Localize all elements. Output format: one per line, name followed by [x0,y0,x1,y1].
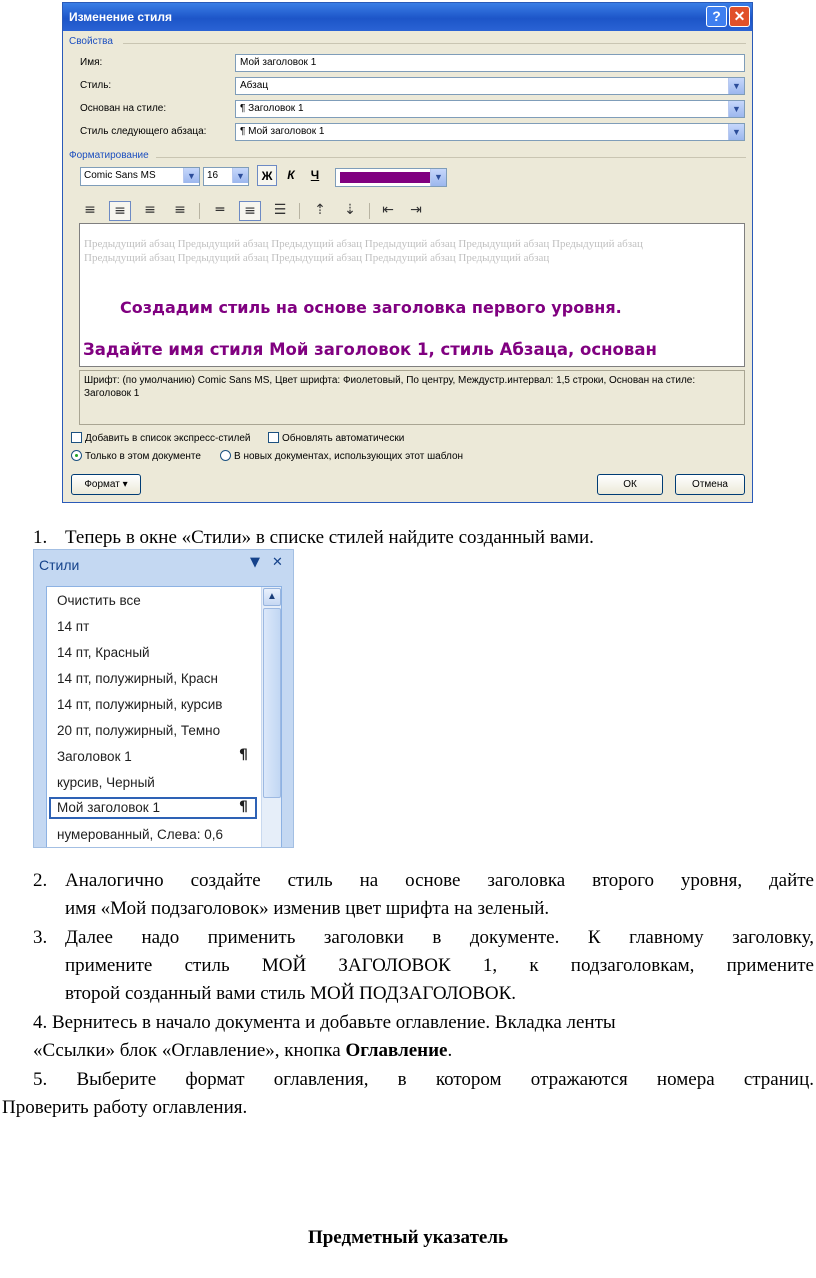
style-preview [79,223,745,367]
step-3-text: Далее надо применить заголовки в документе. К главному заголовку, [65,927,814,948]
pane-menu-icon[interactable]: ▼ [250,555,260,570]
style-description: Шрифт: (по умолчанию) Comic Sans MS, Цвет шрифта: Фиолетовый, По центру, Междустр.интервал: 1,5 строки, Основан на стиле: Заголовок 1 [79,370,745,425]
paragraph-icon: ¶ [239,799,248,815]
dialog-title-bar [63,3,752,31]
formatting-divider [156,157,746,158]
step-4-text: «Ссылки» блок «Оглавление», кнопка [33,1040,346,1061]
style-name-input[interactable] [235,54,745,72]
step-5-line-1: 5. Выберите формат оглавления, в котором отражаются номера страниц. [33,1069,814,1090]
step-2-line-1 [33,867,814,895]
space-after-icon[interactable]: ⇣ [344,202,356,218]
close-button[interactable]: ✕ [729,6,750,27]
style-item[interactable]: 14 пт, Красный [57,645,150,660]
toolbar-separator [199,203,200,219]
align-left-icon[interactable]: ≡ [84,202,96,218]
italic-button[interactable]: К [287,168,295,182]
step-number: 3. [33,927,48,948]
step-4-line-2 [33,1037,452,1065]
properties-group-label: Свойства [69,36,113,47]
step-4-period: . [447,1040,453,1061]
decrease-indent-icon[interactable]: ⇤ [382,202,394,218]
scroll-up-icon[interactable]: ▲ [263,588,281,606]
preview-line-1: Создадим стиль на основе заголовка первого уровня. [120,298,622,317]
pane-close-icon[interactable]: ✕ [272,555,283,570]
align-right-icon[interactable]: ≡ [144,202,156,218]
ok-button[interactable]: ОК [597,474,663,495]
modify-style-dialog [62,2,753,503]
preview-previous-paragraph: Предыдущий абзац Предыдущий абзац Предыдущий абзац Предыдущий абзац Предыдущий абзац Предыдущий абзац Предыдущий абзац Предыдущий абзац Предыдущий абзац Предыдущий абзац Предыдущий абзац [84,238,643,264]
section-heading: Предметный указатель [307,1227,509,1248]
style-name-value: Мой заголовок 1 [240,57,317,68]
align-justify-icon[interactable]: ≡ [174,202,186,218]
based-on-value: ¶ Заголовок 1 [240,103,304,114]
font-color-select[interactable] [335,168,447,187]
properties-divider [123,43,746,44]
style-item[interactable]: Заголовок 1 [57,749,132,764]
style-item[interactable]: курсив, Черный [57,775,155,790]
step-number: 1. [33,527,48,548]
bold-button[interactable]: Ж [257,165,277,186]
style-item[interactable]: 14 пт, полужирный, Красн [57,671,218,686]
font-value: Comic Sans MS [84,170,156,181]
font-size-select[interactable] [203,167,249,186]
increase-indent-icon[interactable]: ⇥ [410,202,422,218]
chevron-down-icon[interactable]: ▼ [728,78,744,94]
underline-button[interactable]: Ч [310,168,320,182]
step-4-line-1: 4. Вернитесь в начало документа и добавьте оглавление. Вкладка ленты [33,1012,616,1033]
format-button[interactable]: Формат ▾ [71,474,141,495]
based-on-label: Основан на стиле: [80,103,167,114]
step-2-line-2: имя «Мой подзаголовок» изменив цвет шрифта на зеленый. [65,898,550,919]
based-on-select[interactable] [235,100,745,118]
next-style-select[interactable] [235,123,745,141]
style-item-selected[interactable]: Мой заголовок 1 [49,797,257,819]
style-item[interactable]: 14 пт [57,619,90,634]
font-color-swatch [340,172,430,183]
step-3-line-2: примените стиль МОЙ ЗАГОЛОВОК 1, к подзаголовкам, примените [65,955,814,976]
chevron-down-icon[interactable]: ▼ [183,168,199,183]
step-1-text: Теперь в окне «Стили» в списке стилей найдите созданный вами. [65,527,594,548]
align-center-icon[interactable]: ≡ [109,201,131,221]
style-item[interactable]: нумерованный, Слева: 0,6 [57,827,223,842]
next-style-value: ¶ Мой заголовок 1 [240,126,325,137]
style-type-label: Стиль: [80,80,112,91]
styles-scrollbar[interactable] [261,587,281,848]
double-spacing-icon[interactable]: ☰ [273,202,287,218]
only-this-document-label: Только в этом документе [85,451,201,462]
styles-pane-title: Стили [39,557,80,573]
auto-update-label: Обновлять автоматически [282,433,405,444]
style-item[interactable]: Очистить все [57,593,141,608]
style-type-value: Абзац [240,80,269,91]
one-half-spacing-icon[interactable]: ≡ [239,201,261,221]
styles-pane [33,549,294,848]
only-this-document-radio[interactable] [71,450,201,462]
chevron-down-icon[interactable]: ▼ [232,168,248,183]
font-size-value: 16 [207,170,219,181]
step-number: 2. [33,870,48,891]
auto-update-checkbox[interactable] [268,432,404,444]
checkbox-box[interactable] [268,432,279,443]
add-quick-styles-label: Добавить в список экспресс-стилей [85,433,251,444]
new-documents-label: В новых документах, использующих этот шаблон [234,451,464,462]
step-2-text: Аналогично создайте стиль на основе заголовка второго уровня, дайте [65,870,814,891]
chevron-down-icon[interactable]: ▼ [728,101,744,117]
styles-list [46,586,282,848]
toolbar-separator [369,203,370,219]
radio-unselected[interactable] [220,450,231,461]
chevron-down-icon[interactable]: ▼ [728,124,744,140]
checkbox-box[interactable] [71,432,82,443]
radio-selected[interactable] [71,450,82,461]
cancel-button[interactable]: Отмена [675,474,745,495]
next-style-label: Стиль следующего абзаца: [80,126,207,137]
new-documents-radio[interactable] [220,450,463,462]
help-button[interactable]: ? [706,6,727,27]
chevron-down-icon[interactable]: ▼ [430,169,446,186]
step-4-bold-text: Оглавление [345,1040,448,1061]
paragraph-icon: ¶ [239,747,248,763]
step-3-line-3: второй созданный вами стиль МОЙ ПОДЗАГОЛОВОК. [65,983,517,1004]
scroll-thumb[interactable] [263,608,281,798]
preview-line-2: Задайте имя стиля Мой заголовок 1, стиль Абзаца, основан [83,340,657,359]
formatting-group-label: Форматирование [69,150,149,161]
step-1 [33,524,793,552]
font-select[interactable] [80,167,200,186]
step-3-line-1 [33,924,814,952]
step-5-line-2: Проверить работу оглавления. [2,1097,248,1118]
style-type-select[interactable] [235,77,745,95]
style-item[interactable]: 14 пт, полужирный, курсив [57,697,223,712]
space-before-icon[interactable]: ⇡ [314,202,326,218]
toolbar-separator [299,203,300,219]
add-quick-styles-checkbox[interactable] [71,432,251,444]
name-label: Имя: [80,57,103,68]
style-item[interactable]: 20 пт, полужирный, Темно [57,723,221,738]
single-spacing-icon[interactable]: ═ [215,202,225,218]
dialog-title: Изменение стиля [69,10,172,24]
